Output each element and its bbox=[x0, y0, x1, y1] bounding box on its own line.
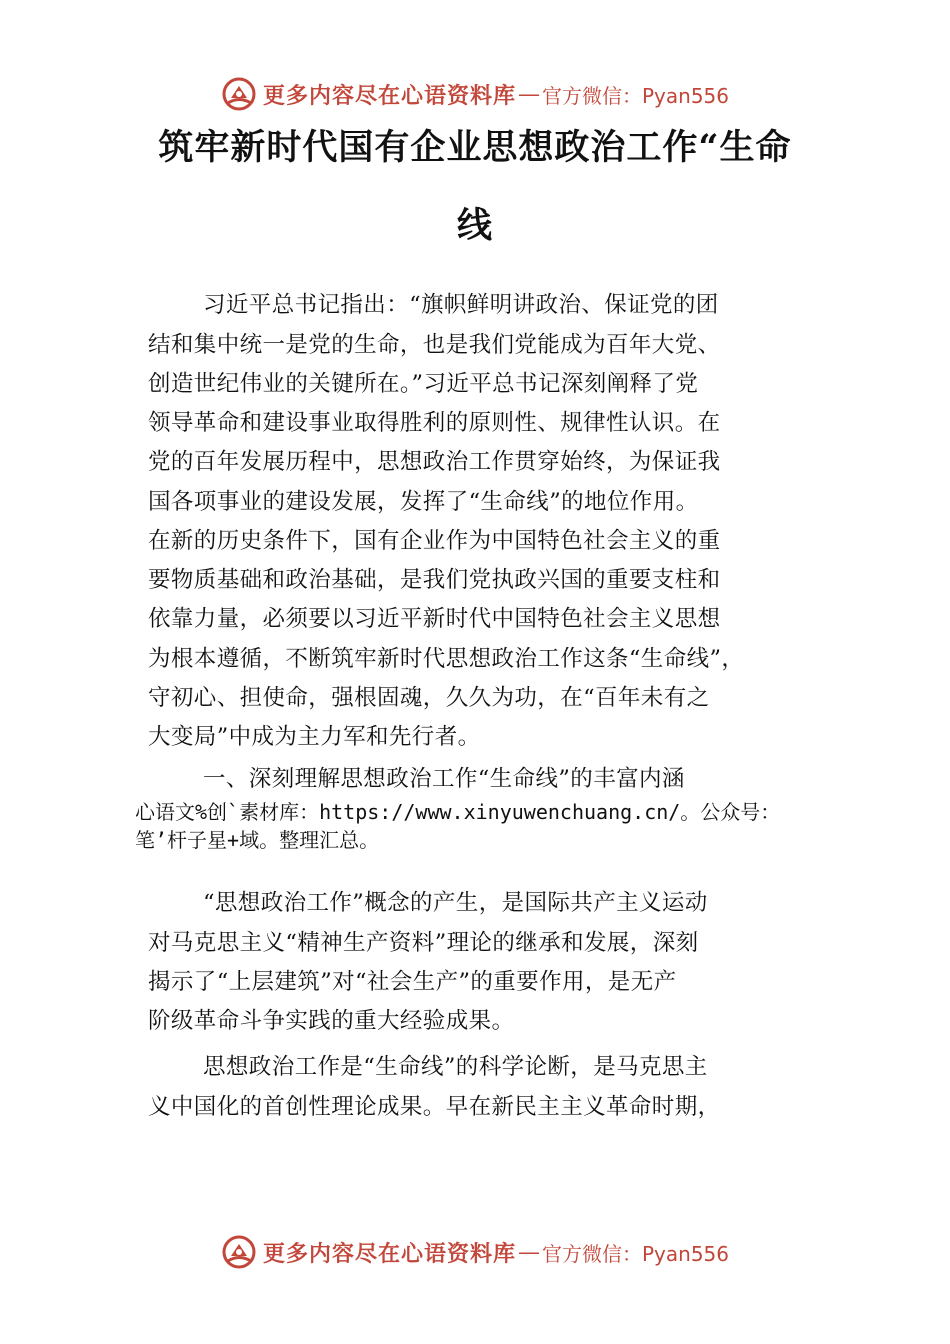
para1-line-5: 党的百年发展历程中，思想政治工作贯穿始终，为保证我 bbox=[148, 449, 721, 475]
para2-line-4: 阶级革命斗争实践的重大经验成果。 bbox=[148, 1008, 515, 1034]
para1-line-11: 守初心、担使命，强根固魂，久久为功，在“百年未有之 bbox=[148, 685, 710, 711]
para2-line-1: “思想政治工作”概念的产生，是国际共产主义运动 bbox=[203, 890, 708, 916]
para1-line-7: 在新的历史条件下，国有企业作为中国特色社会主义的重 bbox=[148, 528, 721, 554]
para1-line-1: 习近平总书记指出：“旗帜鲜明讲政治、保证党的团 bbox=[203, 292, 719, 318]
para1-line-4: 领导革命和建设事业取得胜利的原则性、规律性认识。在 bbox=[148, 410, 721, 436]
document-title-line-2: 线 bbox=[456, 205, 493, 246]
banner-separator: — bbox=[518, 81, 540, 107]
para3-line-1: 思想政治工作是“生命线”的科学论断，是马克思主 bbox=[203, 1054, 708, 1080]
para1-line-12: 大变局”中成为主力军和先行者。 bbox=[148, 724, 481, 750]
footer-banner-brand: 更多内容尽在心语资料库 bbox=[262, 1240, 516, 1267]
banner-wechat: 官方微信：Pyan556 bbox=[542, 83, 730, 108]
seal-logo-icon bbox=[221, 1234, 257, 1270]
header-banner bbox=[0, 72, 950, 116]
para1-line-8: 要物质基础和政治基础，是我们党执政兴国的重要支柱和 bbox=[148, 567, 721, 593]
para1-line-6: 国各项事业的建设发展，发挥了“生命线”的地位作用。 bbox=[148, 489, 699, 515]
seal-logo-icon bbox=[221, 76, 257, 112]
section-heading-1: 一、深刻理解思想政治工作“生命线”的丰富内涵 bbox=[203, 766, 685, 792]
para1-line-10: 为根本遵循，不断筑牢新时代思想政治工作这条“生命线”， bbox=[148, 646, 745, 672]
watermark-note-line-2: 笔’杆子星+域。整理汇总。 bbox=[135, 828, 380, 852]
document-title-line-1: 筑牢新时代国有企业思想政治工作“生命 bbox=[158, 127, 792, 168]
para1-line-2: 结和集中统一是党的生命，也是我们党能成为百年大党、 bbox=[148, 332, 721, 358]
para1-line-3: 创造世纪伟业的关键所在。”习近平总书记深刻阐释了党 bbox=[148, 371, 699, 397]
para1-line-9: 依靠力量，必须要以习近平新时代中国特色社会主义思想 bbox=[148, 606, 721, 632]
footer-banner-wechat: 官方微信：Pyan556 bbox=[542, 1241, 730, 1266]
para2-line-2: 对马克思主义“精神生产资料”理论的继承和发展，深刻 bbox=[148, 930, 699, 956]
footer-banner-separator: — bbox=[518, 1239, 540, 1265]
para2-line-3: 揭示了“上层建筑”对“社会生产”的重要作用，是无产 bbox=[148, 969, 677, 995]
watermark-note-line-1: 心语文%创`素材库：https://www.xinyuwenchuang.cn/。公众号： bbox=[135, 800, 781, 824]
banner-brand: 更多内容尽在心语资料库 bbox=[262, 82, 516, 109]
footer-banner bbox=[0, 1230, 950, 1274]
para3-line-2: 义中国化的首创性理论成果。早在新民主主义革命时期， bbox=[148, 1094, 721, 1120]
